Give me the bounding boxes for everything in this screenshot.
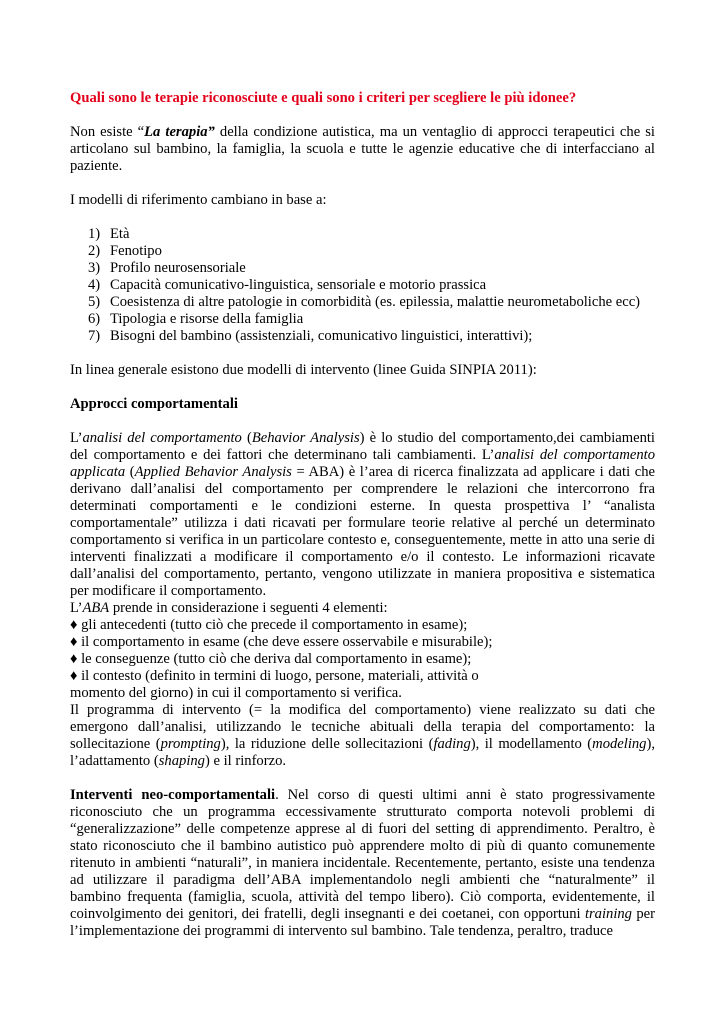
intro-text-cont: della condizione autistica, ma un ventaglio di approcci terapeutici che si articolano sul bambino, la famiglia, la scuola e tutte le agenzie educative che di interfacciano al paziente. [70,124,655,174]
list-item [70,226,655,243]
program-text: ), l’adattamento ( [70,736,655,769]
neo-behavioral-paragraph [70,787,655,940]
program-text: ) e il rinforzo. [204,753,287,769]
program-term: fading [433,736,471,752]
program-text: Il programma di intervento (= la modifica del comportamento) viene realizzato su dati che emergono dall’analisi, utilizzando le tecniche abituali della terapia del comportamento: la sollecitazione ( [70,702,655,752]
list-item [70,243,655,260]
aba-paragraph [70,430,655,600]
list-item [70,311,655,328]
aba-text: ) è lo studio del comportamento,dei cambiamenti del comportamento e dei fattori che determinano tali cambiamenti. L’ [70,430,655,463]
list-item [70,294,655,311]
models-intro: I modelli di riferimento cambiano in base a: [70,192,327,208]
list-number: 3) [88,260,101,276]
list-item: ♦ gli antecedenti (tutto ciò che precede il comportamento in esame); [70,617,468,633]
criteria-list [70,226,655,345]
intro-text: Non esiste “ [70,124,145,140]
list-item: momento del giorno) in cui il comportamento si verifica. [70,685,402,701]
program-text: ), il modellamento ( [470,736,593,752]
list-text: Bisogni del bambino (assistenziali, comunicativo linguistici, interattivi); [110,328,533,344]
question-heading: Quali sono le terapie riconosciute e quali sono i criteri per scegliere le più idonee? [70,90,577,106]
list-text: Coesistenza di altre patologie in comorbidità (es. epilessia, malattie neurometaboliche ecc) [110,294,641,310]
aba-text: ( [241,430,252,446]
list-text: Profilo neurosensoriale [110,260,246,276]
neo-text: . Nel corso di questi ultimi anni è stato progressivamente riconosciuto che un programma eccessivamente strutturato comporta notevoli problemi di “generalizzazione” delle competenze apprese al di fuori del setting di apprendimento. Peraltro, è stato riconosciuto che il bambino autistico può apprendere molto di più di quanto comunemente ritenuto in ambienti “naturali”, in maniera incidentale. Recentemente, pertanto, esiste una tendenza ad utilizzare il paradigma dell’ABA implementandolo negli ambienti che “naturalmente” il bambino frequenta (famiglia, scuola, attività del tempo libero). Ciò comporta, evidentemente, il coinvolgimento dei genitori, dei fratelli, degli insegnanti e dei coetanei, con opportuni [70,787,655,922]
elements-list [70,617,655,702]
aba-text: ( [125,464,135,480]
list-text: Età [110,226,130,242]
aba-term: Applied Behavior Analysis [134,464,292,480]
list-item: ♦ il comportamento in esame (che deve essere osservabile e misurabile); [70,634,493,650]
program-term: modeling [592,736,647,752]
aba-elements-intro [70,600,655,617]
aba-term: Behavior Analysis [251,430,360,446]
program-text: ), la riduzione delle sollecitazioni ( [220,736,434,752]
list-number: 2) [88,243,101,259]
neo-text: per l’implementazione dei programmi di intervento sul bambino. Tale tendenza, peraltro, traduce [70,906,655,939]
aba-text: L’ [70,430,83,446]
aba-text: = ABA) è l’area di ricerca finalizzata ad applicare i dati che derivano dall’analisi del comportamento per comprendere le relazioni che intercorrono fra determinati comportamenti e le condizioni esterne. In questa prospettiva l’ “analista comportamentale” utilizza i dati ricavati per formulare teorie relative al perché un determinato comportamento si verifica in un particolare contesto e, conseguentemente, mette in atto una serie di interventi finalizzati a modificare il comportamento e/o il contesto. Le informazioni ricavate dall’analisi del comportamento, pertanto, vengono utilizzate in maniera propositiva e sistematica per modificare il comportamento. [70,464,655,599]
neo-term: training [584,906,632,922]
section-title-neo: Interventi neo-comportamentali [70,787,276,803]
list-number: 6) [88,311,101,327]
aba-term: analisi del comportamento [82,430,242,446]
aba-term: analisi del comportamento applicata [70,447,655,480]
section-title-behavioral: Approcci comportamentali [70,396,238,412]
list-item [70,328,655,345]
program-term: prompting [160,736,221,752]
intro-paragraph [70,124,655,175]
list-number: 5) [88,294,101,310]
general-statement: In linea generale esistono due modelli di intervento (linee Guida SINPIA 2011): [70,362,537,378]
list-item: ♦ il contesto (definito in termini di luogo, persone, materiali, attività o [70,668,479,684]
program-term: shaping [158,753,205,769]
program-paragraph [70,702,655,770]
intro-emphasis: La terapia” [144,124,215,140]
aba-elements-text: L’ [70,600,83,616]
list-item [70,277,655,294]
list-text: Capacità comunicativo-linguistica, sensoriale e motorio prassica [110,277,487,293]
aba-elements-text: prende in considerazione i seguenti 4 elementi: [109,600,388,616]
list-text: Tipologia e risorse della famiglia [110,311,304,327]
list-number: 7) [88,328,101,344]
list-item: ♦ le conseguenze (tutto ciò che deriva dal comportamento in esame); [70,651,472,667]
list-number: 4) [88,277,101,293]
list-number: 1) [88,226,101,242]
list-item [70,260,655,277]
aba-acronym: ABA [82,600,110,616]
list-text: Fenotipo [110,243,162,259]
